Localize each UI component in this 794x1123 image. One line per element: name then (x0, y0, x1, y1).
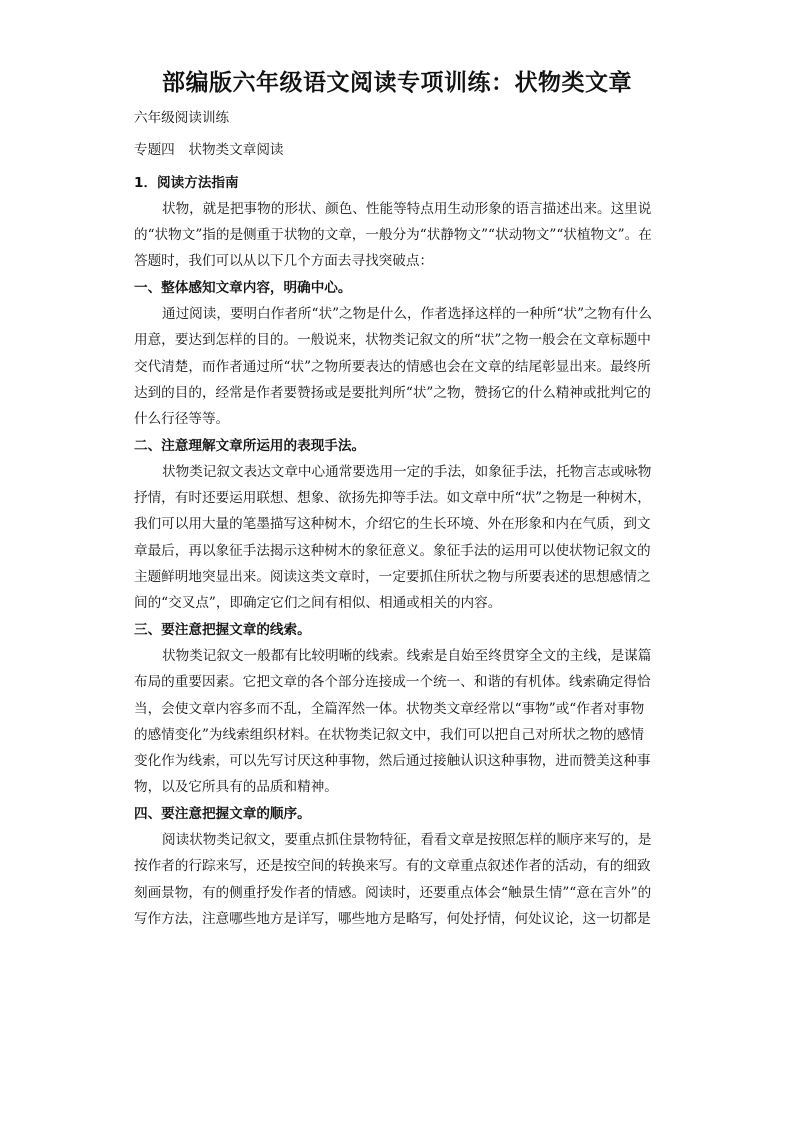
paragraph-line: 答题时，我们可以从以下几个方面去寻找突破点： (134, 253, 434, 270)
section-2 (134, 433, 664, 617)
paragraph-line: 的“状物文”指的是侧重于状物的文章，一般分为“状静物文”“状动物文”“状植物文”。在 (134, 227, 652, 244)
section-heading: 三、要注意把握文章的线索。 (134, 621, 311, 638)
paragraph-line: 抒情，有时还要运用联想、想象、欲扬先抑等手法。如文章中所“状”之物是一种树木， (134, 490, 651, 507)
document-body (134, 105, 664, 932)
paragraph-line: 的感情变化”为线索组织材料。在状物类记叙文中，我们可以把自己对所状之物的感情 (134, 726, 644, 743)
paragraph-line: 按作者的行踪来写，还是按空间的转换来写。有的文章重点叙述作者的活动，有的细致 (134, 858, 651, 875)
paragraph-line: 我们可以用大量的笔墨描写这种树木，介绍它的生长环境、外在形象和内在气质，到文 (134, 516, 651, 533)
section-heading: 二、注意理解文章所运用的表现手法。 (134, 437, 366, 454)
section-heading: 四、要注意把握文章的顺序。 (134, 805, 311, 822)
paragraph-line: 状物类记叙文表达文章中心通常要选用一定的手法，如象征手法，托物言志或咏物 (162, 463, 652, 480)
paragraph-line: 章最后，再以象征手法揭示这种树木的象征意义。象征手法的运用可以使状物记叙文的 (134, 542, 651, 559)
paragraph-line: 变化作为线索，可以先写讨厌这种事物，然后通过接触认识这种事物，进而赞美这种事 (134, 753, 651, 770)
paragraph-line: 间的“交叉点”，即确定它们之间有相似、相通或相关的内容。 (134, 595, 502, 612)
paragraph-line: 物，以及它所具有的品质和精神。 (134, 779, 338, 796)
section-4 (134, 801, 664, 932)
paragraph-line: 主题鲜明地突显出来。阅读这类文章时，一定要抓住所状之物与所要表述的思想感情之 (134, 569, 651, 586)
section-1 (134, 275, 664, 433)
paragraph-line: 用意，要达到怎样的目的。一般说来，状物类记叙文的所“状”之物一般会在文章标题中 (134, 332, 651, 349)
paragraph-line: 阅读状物类记叙文，要重点抓住景物特征，看看文章是按照怎样的顺序来写的，是 (162, 832, 652, 849)
section-heading-method-guide: 1．阅读方法指南 (134, 174, 239, 191)
intro-paragraph (134, 196, 664, 275)
paragraph-line: 当，会使文章内容多而不乱，全篇浑然一体。状物类文章经常以“事物”或“作者对事物 (134, 700, 645, 717)
topic-line: 专题四 状物类文章阅读 (134, 142, 284, 159)
paragraph-line: 什么行径等等。 (134, 411, 230, 428)
paragraph-line: 状物类记叙文一般都有比较明晰的线索。线索是自始至终贯穿全文的主线，是谋篇 (162, 647, 652, 664)
subtitle: 六年级阅读训练 (134, 110, 230, 126)
document-title: 部编版六年级语文阅读专项训练：状物类文章 (162, 70, 632, 96)
paragraph-line: 交代清楚，而作者通过所“状”之物所要表达的情感也会在文章的结尾彰显出来。最终所 (134, 358, 651, 375)
paragraph-line: 通过阅读，要明白作者所“状”之物是什么，作者选择这样的一种所“状”之物有什么 (162, 306, 652, 323)
paragraph-line: 达到的目的，经常是作者要赞扬或是要批判所“状”之物，赞扬它的什么精神或批判它的 (134, 384, 651, 401)
paragraph-line: 布局的重要因素。它把文章的各个部分连接成一个统一、和谐的有机体。线索确定得恰 (134, 674, 651, 691)
paragraph-line: 状物，就是把事物的形状、颜色、性能等特点用生动形象的语言描述出来。这里说 (162, 200, 652, 217)
section-3 (134, 617, 664, 801)
section-heading: 一、整体感知文章内容，明确中心。 (134, 279, 352, 296)
paragraph-line: 写作方法，注意哪些地方是详写，哪些地方是略写，何处抒情，何处议论，这一切都是 (134, 910, 651, 927)
paragraph-line: 刻画景物，有的侧重抒发作者的情感。阅读时，还要重点体会“触景生情”“意在言外”的 (134, 884, 652, 901)
